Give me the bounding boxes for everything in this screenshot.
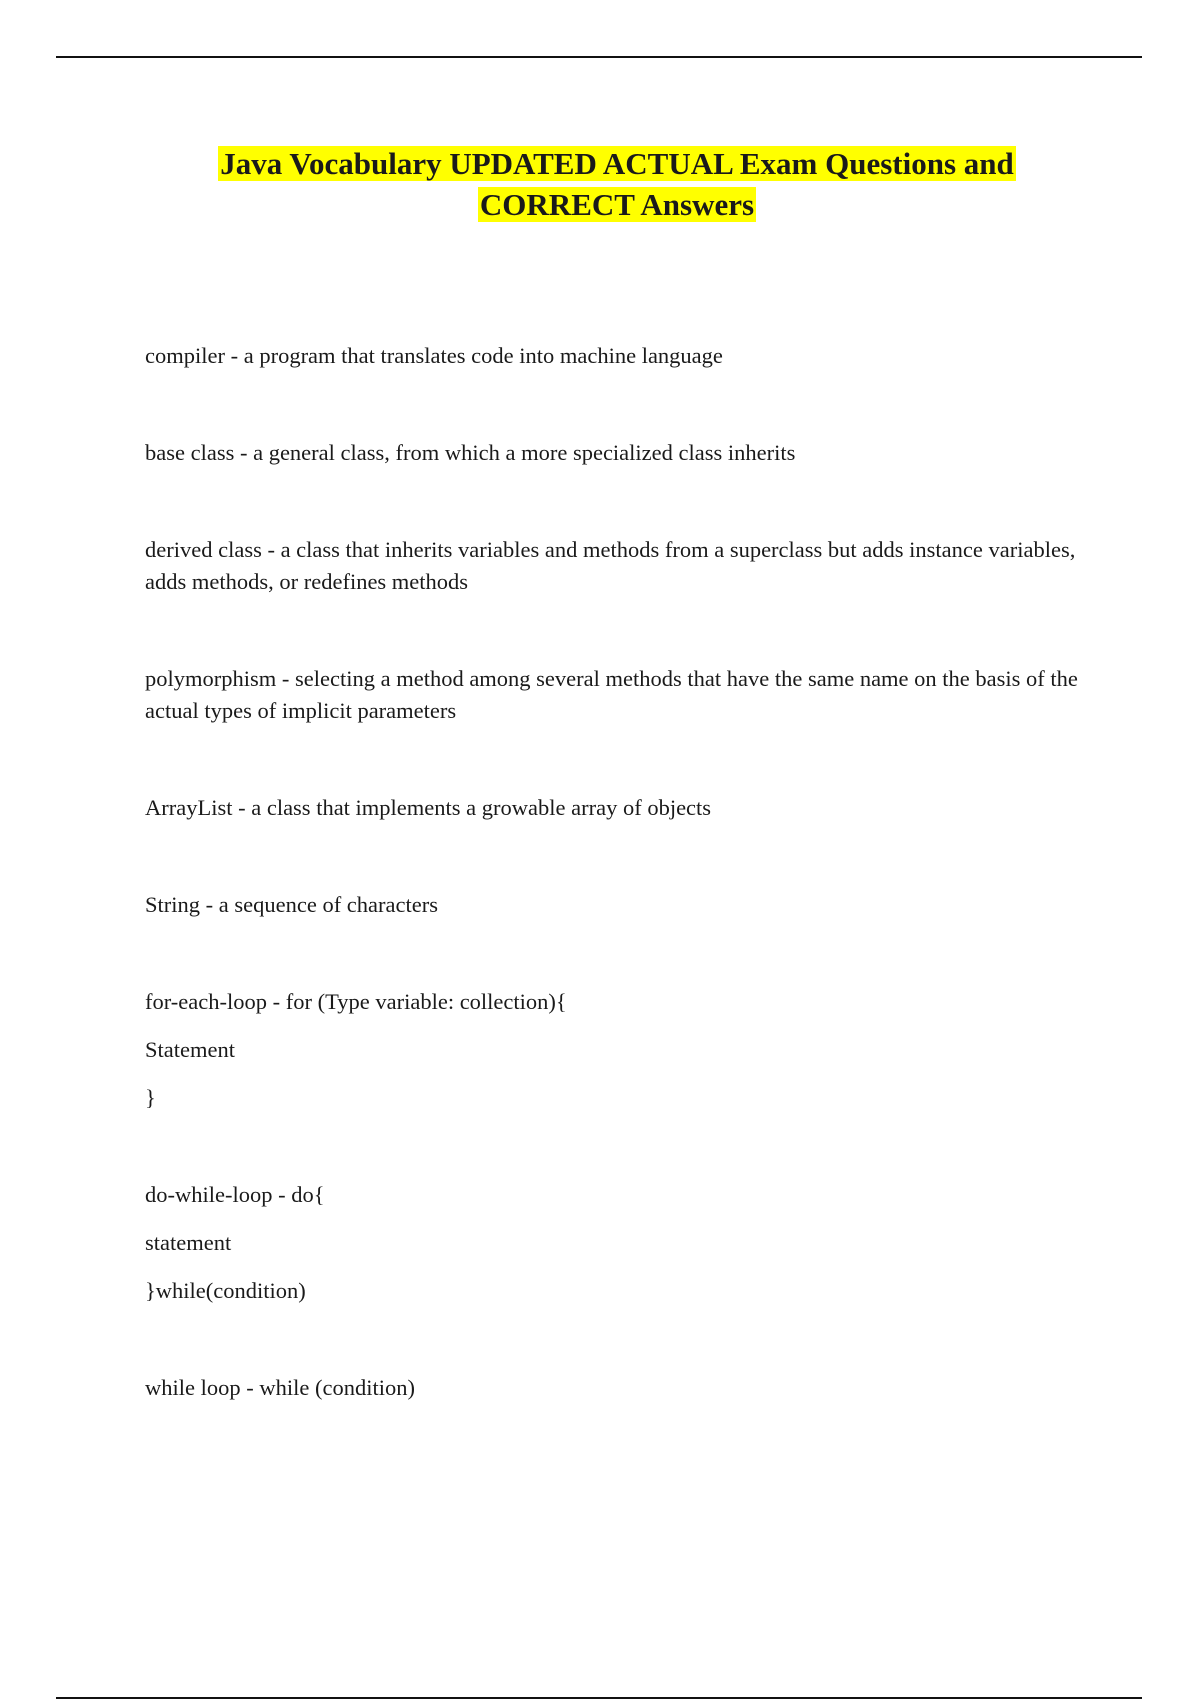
vocab-entry-text: derived class - a class that inherits variables and methods from a superclass but adds instance variables, adds methods, or redefines methods bbox=[145, 537, 1076, 594]
vocab-entry-text: while loop - while (condition) bbox=[145, 1375, 415, 1400]
vocab-entry-base-class bbox=[145, 437, 1095, 469]
code-line: statement bbox=[145, 1230, 232, 1255]
vocab-entry-text: base class - a general class, from which a more specialized class inherits bbox=[145, 440, 796, 465]
title-line-2: CORRECT Answers bbox=[479, 187, 755, 222]
code-line: do-while-loop - do{ bbox=[145, 1182, 325, 1207]
vocab-entry-while-loop bbox=[145, 1372, 1095, 1404]
vocab-entry-text: String - a sequence of characters bbox=[145, 892, 438, 917]
code-line: }while(condition) bbox=[145, 1278, 306, 1303]
vocab-entry-string bbox=[145, 889, 1095, 921]
code-line: Statement bbox=[145, 1037, 235, 1062]
vocab-entry-text: ArrayList - a class that implements a growable array of objects bbox=[145, 795, 712, 820]
vocab-entry-text: polymorphism - selecting a method among several methods that have the same name on the basis of the actual types of implicit parameters bbox=[145, 666, 1078, 723]
code-line: } bbox=[145, 1085, 156, 1110]
document-title bbox=[0, 143, 1200, 225]
vocab-entry-text: compiler - a program that translates code into machine language bbox=[145, 343, 723, 368]
vocabulary-list bbox=[145, 340, 1095, 1469]
vocab-entry-for-each-loop bbox=[145, 986, 1095, 1114]
vocab-entry-polymorphism bbox=[145, 663, 1095, 727]
vocab-entry-do-while-loop bbox=[145, 1179, 1095, 1307]
vocab-entry-arraylist bbox=[145, 792, 1095, 824]
vocab-entry-derived-class bbox=[145, 534, 1095, 598]
code-line: for-each-loop - for (Type variable: collection){ bbox=[145, 989, 567, 1014]
top-rule bbox=[56, 56, 1142, 58]
bottom-rule bbox=[56, 1697, 1142, 1699]
title-line-1: Java Vocabulary UPDATED ACTUAL Exam Questions and bbox=[220, 146, 1014, 181]
vocab-entry-compiler bbox=[145, 340, 1095, 372]
